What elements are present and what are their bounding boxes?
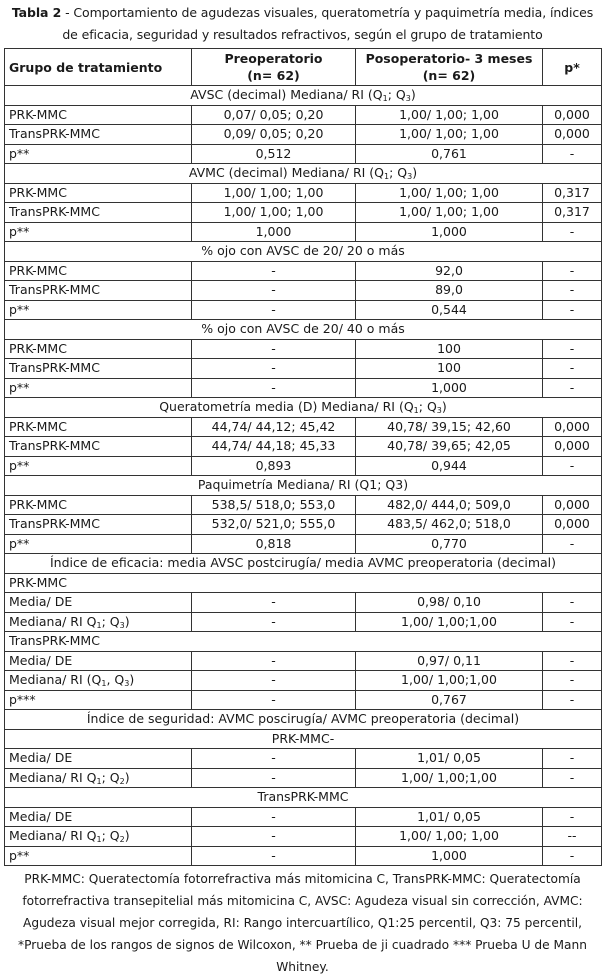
table-row	[5, 690, 602, 710]
section-row	[5, 86, 602, 106]
footnote: PRK-MMC: Queratectomía fotorrefractiva más mitomicina C, TransPRK-MMC: Queratectomía fotorrefractiva transepitelial más mitomicina C, AVSC: Agudeza visual sin corrección, AVMC: Agudeza visual mejor corregida, RI: Rango intercuartílico, Q1:25 percentil, Q3: 75 percentil, *Prueba de los rangos de signos de Wilcoxon, ** Prueba de ji cuadrado *** Prueba U de Mann Whitney.	[18, 872, 587, 974]
postop-value: 1,000	[356, 378, 543, 398]
p-value: -	[543, 359, 602, 379]
row-label: TransPRK-MMC	[5, 281, 192, 301]
results-table	[4, 48, 602, 866]
preop-value: 538,5/ 518,0; 553,0	[192, 495, 356, 515]
preop-value: 44,74/ 44,18; 45,33	[192, 437, 356, 457]
table-row	[5, 203, 602, 223]
p-value: 0,000	[543, 515, 602, 535]
row-label: PRK-MMC	[5, 417, 192, 437]
preop-value: 1,00/ 1,00; 1,00	[192, 183, 356, 203]
row-label: Mediana/ RI $Q_1$; $Q_2$)	[5, 827, 192, 847]
p-value: 0,000	[543, 105, 602, 125]
table-row	[5, 593, 602, 613]
row-label: PRK-MMC	[5, 495, 192, 515]
p-value: -	[543, 749, 602, 769]
row-label: PRK-MMC	[5, 339, 192, 359]
postop-value: 1,00/ 1,00;1,00	[356, 612, 543, 632]
p-value: -	[543, 612, 602, 632]
row-label: Mediana/ RI $Q_1$; $Q_2$)	[5, 768, 192, 788]
header-preop: Preoperatorio (n= 62)	[192, 49, 356, 86]
p-value: -	[543, 222, 602, 242]
p-value: -	[543, 339, 602, 359]
table-row	[5, 534, 602, 554]
p-value: 0,000	[543, 495, 602, 515]
table-row	[5, 359, 602, 379]
preop-value: -	[192, 339, 356, 359]
row-label: p**	[5, 144, 192, 164]
group-label: TransPRK-MMC	[5, 632, 602, 652]
p-value: 0,317	[543, 203, 602, 223]
section-title: Índice de seguridad: AVMC poscirugía/ AVMC preoperatoria (decimal)	[5, 710, 602, 730]
section-title: % ojo con AVSC de 20/ 40 o más	[5, 320, 602, 340]
preop-value: -	[192, 690, 356, 710]
section-row	[5, 164, 602, 184]
header-row	[5, 49, 602, 86]
row-label: TransPRK-MMC	[5, 125, 192, 145]
table-row	[5, 300, 602, 320]
table-row	[5, 651, 602, 671]
header-group: Grupo de tratamiento	[5, 49, 192, 86]
preop-value: 0,893	[192, 456, 356, 476]
postop-value: 1,00/ 1,00; 1,00	[356, 183, 543, 203]
table-row	[5, 749, 602, 769]
postop-value: 0,544	[356, 300, 543, 320]
p-value: 0,000	[543, 437, 602, 457]
preop-value: 44,74/ 44,12; 45,42	[192, 417, 356, 437]
postop-value: 40,78/ 39,65; 42,05	[356, 437, 543, 457]
row-label: Media/ DE	[5, 593, 192, 613]
preop-value: -	[192, 612, 356, 632]
table-row	[5, 827, 602, 847]
preop-value: 532,0/ 521,0; 555,0	[192, 515, 356, 535]
postop-value: 0,98/ 0,10	[356, 593, 543, 613]
preop-value: -	[192, 651, 356, 671]
row-label: p**	[5, 846, 192, 866]
table-row	[5, 144, 602, 164]
p-value: -	[543, 690, 602, 710]
section-title: % ojo con AVSC de 20/ 20 o más	[5, 242, 602, 262]
postop-value: 1,00/ 1,00; 1,00	[356, 105, 543, 125]
row-label: Media/ DE	[5, 807, 192, 827]
table-row	[5, 183, 602, 203]
row-label: Mediana/ RI ($Q_1$, $Q_3$)	[5, 671, 192, 691]
table-row	[5, 456, 602, 476]
caption-text: - Comportamiento de agudezas visuales, queratometría y paquimetría media, índices de eficacia, seguridad y resultados refractivos, según el grupo de tratamiento	[61, 5, 594, 42]
preop-value: 0,512	[192, 144, 356, 164]
p-value: -	[543, 144, 602, 164]
preop-value: -	[192, 593, 356, 613]
p-value: -	[543, 846, 602, 866]
table-body	[5, 86, 602, 866]
section-row	[5, 242, 602, 262]
group-row	[5, 573, 602, 593]
section-title: TransPRK-MMC	[5, 788, 602, 808]
row-label: TransPRK-MMC	[5, 359, 192, 379]
preop-value: -	[192, 749, 356, 769]
preop-value: -	[192, 827, 356, 847]
postop-value: 100	[356, 359, 543, 379]
postop-value: 0,761	[356, 144, 543, 164]
p-value: -	[543, 651, 602, 671]
postop-value: 0,767	[356, 690, 543, 710]
header-p: p*	[543, 49, 602, 86]
row-label: p**	[5, 300, 192, 320]
section-title: Paquimetría Mediana/ RI (Q1; Q3)	[5, 476, 602, 496]
postop-value: 1,00/ 1,00;1,00	[356, 768, 543, 788]
p-value: 0,000	[543, 417, 602, 437]
header-postop: Posoperatorio- 3 meses (n= 62)	[356, 49, 543, 86]
table-row	[5, 495, 602, 515]
p-value: -	[543, 534, 602, 554]
table-row	[5, 612, 602, 632]
postop-value: 0,944	[356, 456, 543, 476]
preop-value: -	[192, 807, 356, 827]
table-row	[5, 846, 602, 866]
p-value: -	[543, 378, 602, 398]
preop-value: -	[192, 261, 356, 281]
p-value: -	[543, 300, 602, 320]
postop-value: 482,0/ 444,0; 509,0	[356, 495, 543, 515]
table-row	[5, 125, 602, 145]
row-label: PRK-MMC	[5, 183, 192, 203]
preop-value: -	[192, 768, 356, 788]
p-value: -	[543, 456, 602, 476]
section-title: Queratometría media (D) Mediana/ RI ($Q_1$; $Q_3$)	[5, 398, 602, 418]
table-row	[5, 417, 602, 437]
table-row	[5, 671, 602, 691]
p-value: -	[543, 807, 602, 827]
row-label: p**	[5, 534, 192, 554]
row-label: TransPRK-MMC	[5, 203, 192, 223]
group-label: PRK-MMC	[5, 573, 602, 593]
preop-value: 0,09/ 0,05; 0,20	[192, 125, 356, 145]
postop-value: 92,0	[356, 261, 543, 281]
table-row	[5, 515, 602, 535]
table-row	[5, 768, 602, 788]
table-row	[5, 105, 602, 125]
row-label: p***	[5, 690, 192, 710]
preop-value: -	[192, 281, 356, 301]
p-value: -	[543, 261, 602, 281]
row-label: p**	[5, 378, 192, 398]
postop-value: 1,00/ 1,00; 1,00	[356, 203, 543, 223]
postop-value: 100	[356, 339, 543, 359]
preop-value: -	[192, 378, 356, 398]
row-label: TransPRK-MMC	[5, 515, 192, 535]
table-row	[5, 222, 602, 242]
table-row	[5, 437, 602, 457]
preop-value: -	[192, 846, 356, 866]
preop-value: -	[192, 359, 356, 379]
p-value: -	[543, 281, 602, 301]
table-row	[5, 807, 602, 827]
p-value: --	[543, 827, 602, 847]
section-row	[5, 476, 602, 496]
postop-value: 1,00/ 1,00; 1,00	[356, 827, 543, 847]
row-label: TransPRK-MMC	[5, 437, 192, 457]
group-row	[5, 632, 602, 652]
section-title: Índice de eficacia: media AVSC postcirugía/ media AVMC preoperatoria (decimal)	[5, 554, 602, 574]
section-row	[5, 398, 602, 418]
p-value: -	[543, 768, 602, 788]
postop-value: 0,770	[356, 534, 543, 554]
preop-value: 1,000	[192, 222, 356, 242]
preop-value: 1,00/ 1,00; 1,00	[192, 203, 356, 223]
section-row	[5, 320, 602, 340]
section-row	[5, 554, 602, 574]
section-title: AVSC (decimal) Mediana/ RI ($Q_1$; $Q_3$)	[5, 86, 602, 106]
section-row	[5, 710, 602, 730]
postop-value: 1,000	[356, 846, 543, 866]
row-label: PRK-MMC	[5, 105, 192, 125]
row-label: Media/ DE	[5, 749, 192, 769]
section-row	[5, 729, 602, 749]
row-label: p**	[5, 456, 192, 476]
postop-value: 1,00/ 1,00;1,00	[356, 671, 543, 691]
postop-value: 1,00/ 1,00; 1,00	[356, 125, 543, 145]
table-caption	[0, 0, 605, 48]
table-row	[5, 261, 602, 281]
p-value: 0,000	[543, 125, 602, 145]
table-row	[5, 281, 602, 301]
p-value: -	[543, 671, 602, 691]
table-row	[5, 378, 602, 398]
row-label: PRK-MMC	[5, 261, 192, 281]
postop-value: 40,78/ 39,15; 42,60	[356, 417, 543, 437]
row-label: Mediana/ RI $Q_1$; $Q_3$)	[5, 612, 192, 632]
row-label: p**	[5, 222, 192, 242]
postop-value: 89,0	[356, 281, 543, 301]
section-title: AVMC (decimal) Mediana/ RI ($Q_1$; $Q_3$)	[5, 164, 602, 184]
preop-value: 0,818	[192, 534, 356, 554]
table-row	[5, 339, 602, 359]
postop-value: 0,97/ 0,11	[356, 651, 543, 671]
row-label: Media/ DE	[5, 651, 192, 671]
postop-value: 483,5/ 462,0; 518,0	[356, 515, 543, 535]
postop-value: 1,000	[356, 222, 543, 242]
preop-value: 0,07/ 0,05; 0,20	[192, 105, 356, 125]
section-title: PRK-MMC-	[5, 729, 602, 749]
section-row	[5, 788, 602, 808]
p-value: -	[543, 593, 602, 613]
preop-value: -	[192, 671, 356, 691]
postop-value: 1,01/ 0,05	[356, 749, 543, 769]
postop-value: 1,01/ 0,05	[356, 807, 543, 827]
caption-label: Tabla 2	[11, 5, 62, 20]
preop-value: -	[192, 300, 356, 320]
p-value: 0,317	[543, 183, 602, 203]
